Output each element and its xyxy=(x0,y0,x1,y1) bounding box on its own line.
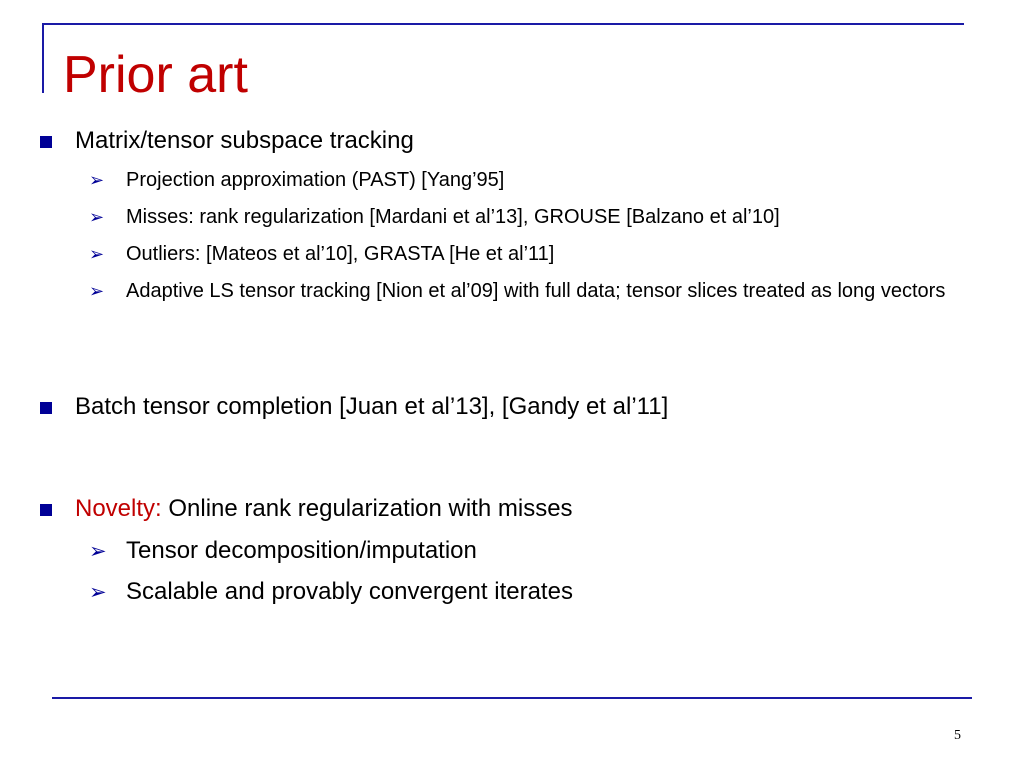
frame-left-line xyxy=(42,23,44,93)
page-number: 5 xyxy=(954,728,961,743)
square-bullet-icon xyxy=(40,402,52,414)
sub-bullet-scalable xyxy=(89,577,573,607)
bullet-text: Online rank regularization with misses xyxy=(161,495,573,522)
bullet-subspace-tracking xyxy=(75,126,414,156)
arrowhead-bullet-icon: ➢ xyxy=(89,540,107,563)
sub-bullet-text: Adaptive LS tensor tracking [Nion et al’09] with full data; tensor slices treated as long vectors xyxy=(126,280,946,302)
sub-bullet-text: Tensor decomposition/imputation xyxy=(126,537,477,564)
sub-bullet-text: Projection approximation (PAST) [Yang’95] xyxy=(126,169,505,191)
arrowhead-bullet-icon: ➢ xyxy=(89,170,105,190)
frame-top-line xyxy=(42,23,964,25)
sub-bullet-outliers xyxy=(89,241,555,267)
novelty-label: Novelty: xyxy=(75,495,162,522)
sub-bullet-text: Misses: rank regularization [Mardani et al’13], GROUSE [Balzano et al’10] xyxy=(126,206,780,228)
sub-bullet-adaptive-ls xyxy=(89,278,956,304)
bullet-batch-completion xyxy=(75,392,668,422)
sub-bullet-misses xyxy=(89,204,780,230)
sub-bullet-decomposition xyxy=(89,536,477,566)
square-bullet-icon xyxy=(40,136,52,148)
arrowhead-bullet-icon: ➢ xyxy=(89,244,105,264)
arrowhead-bullet-icon: ➢ xyxy=(89,581,107,604)
arrowhead-bullet-icon: ➢ xyxy=(89,281,105,301)
sub-bullet-text: Outliers: [Mateos et al’10], GRASTA [He et al’11] xyxy=(126,243,555,265)
frame-bottom-line xyxy=(52,697,972,699)
bullet-novelty xyxy=(75,494,573,524)
sub-bullet-past xyxy=(89,167,505,193)
bullet-text: Batch tensor completion [Juan et al’13], [Gandy et al’11] xyxy=(75,393,669,420)
bullet-text: Matrix/tensor subspace tracking xyxy=(75,127,414,154)
slide-title: Prior art xyxy=(63,46,248,104)
arrowhead-bullet-icon: ➢ xyxy=(89,207,105,227)
square-bullet-icon xyxy=(40,504,52,516)
sub-bullet-text: Scalable and provably convergent iterates xyxy=(126,578,573,605)
